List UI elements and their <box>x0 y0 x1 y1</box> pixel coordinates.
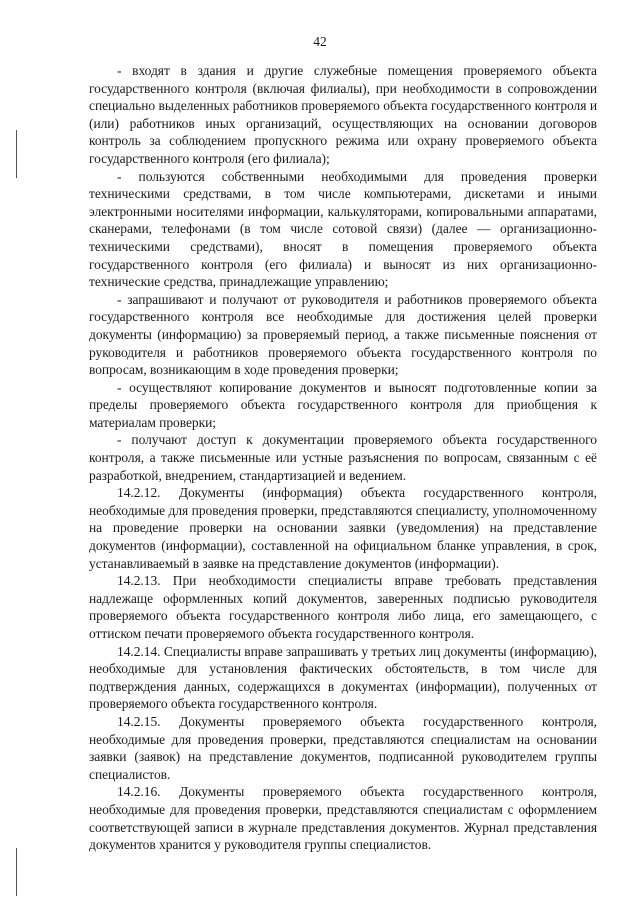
scan-edge-mark-top <box>16 130 17 178</box>
paragraph: 14.2.15. Документы проверяемого объекта государственного контроля, необходимые для проведения проверки, представляются специалистам на основании заявки (заявок) на представление документов, подписанной руководителем группы специалистов. <box>89 713 597 782</box>
paragraph: 14.2.12. Документы (информация) объекта государственного контроля, необходимые для проведения проверки, представляются специалисту, уполномоченному на проведение проверки на основании заявки (уведомления) на представление документов (информации), составленной на официальном бланке управления, в срок, устанавливаемый в заявке на представление документов (информации). <box>89 485 597 571</box>
page-number: 42 <box>313 34 327 49</box>
paragraph: - получают доступ к документации проверяемого объекта государственного контроля, а также письменные или устные разъяснения по вопросам, связанным с её разработкой, внедрением, стандартизацией и ведением. <box>89 432 597 483</box>
paragraph: 14.2.16. Документы проверяемого объекта государственного контроля, необходимые для проведения проверки, представляются специалистам с оформлением соответствующей записи в журнале представления документов. Журнал представления документов хранится у руководителя группы специалистов. <box>89 784 597 853</box>
paragraph: 14.2.14. Специалисты вправе запрашивать у третьих лиц документы (информацию), необходимые для установления фактических обстоятельств, в том числе для подтверждения данных, содержащихся в документах (информации), полученных от проверяемого объекта государственного контроля. <box>89 643 597 712</box>
paragraph: - осуществляют копирование документов и выносят подготовленные копии за пределы проверяемого объекта государственного контроля для приобщения к материалам проверки; <box>89 379 597 430</box>
scan-edge-mark-bottom <box>16 848 17 896</box>
paragraph: 14.2.13. При необходимости специалисты вправе требовать представления надлежаще оформленных копий документов, заверенных подписью руководителя проверяемого объекта государственного контроля либо лица, его замещающего, с оттиском печати проверяемого объекта государственного контроля. <box>89 573 597 641</box>
paragraph: - пользуются собственными необходимыми для проведения проверки техническими средствами, в том числе компьютерами, дискетами и иными электронными носителями информации, калькуляторами, копировальными аппаратами, сканерами, телефонами (в том числе сотовой связи) (далее — организационно-техническими средствами), вносят в помещения проверяемого объекта государственного контроля (его филиала) и выносят из них организационно-технические средства, принадлежащие управлению; <box>89 168 597 290</box>
paragraph: - входят в здания и другие служебные помещения проверяемого объекта государственного контроля (включая филиалы), при необходимости в сопровождении специально выделенных работников проверяемого объекта государственного контроля и (или) работников иных организаций, осуществляющих на основании договоров контроль за соблюдением пропускного режима или охрану проверяемого объекта государственного контроля (его филиала); <box>89 63 597 166</box>
document-body <box>89 62 597 854</box>
paragraph: - запрашивают и получают от руководителя и работников проверяемого объекта государственного контроля все необходимые для достижения целей проверки документы (информацию) за проверяемый период, а также письменные пояснения от руководителя и работников проверяемого объекта государственного контроля по вопросам, возникающим в ходе проведения проверки; <box>89 291 597 378</box>
